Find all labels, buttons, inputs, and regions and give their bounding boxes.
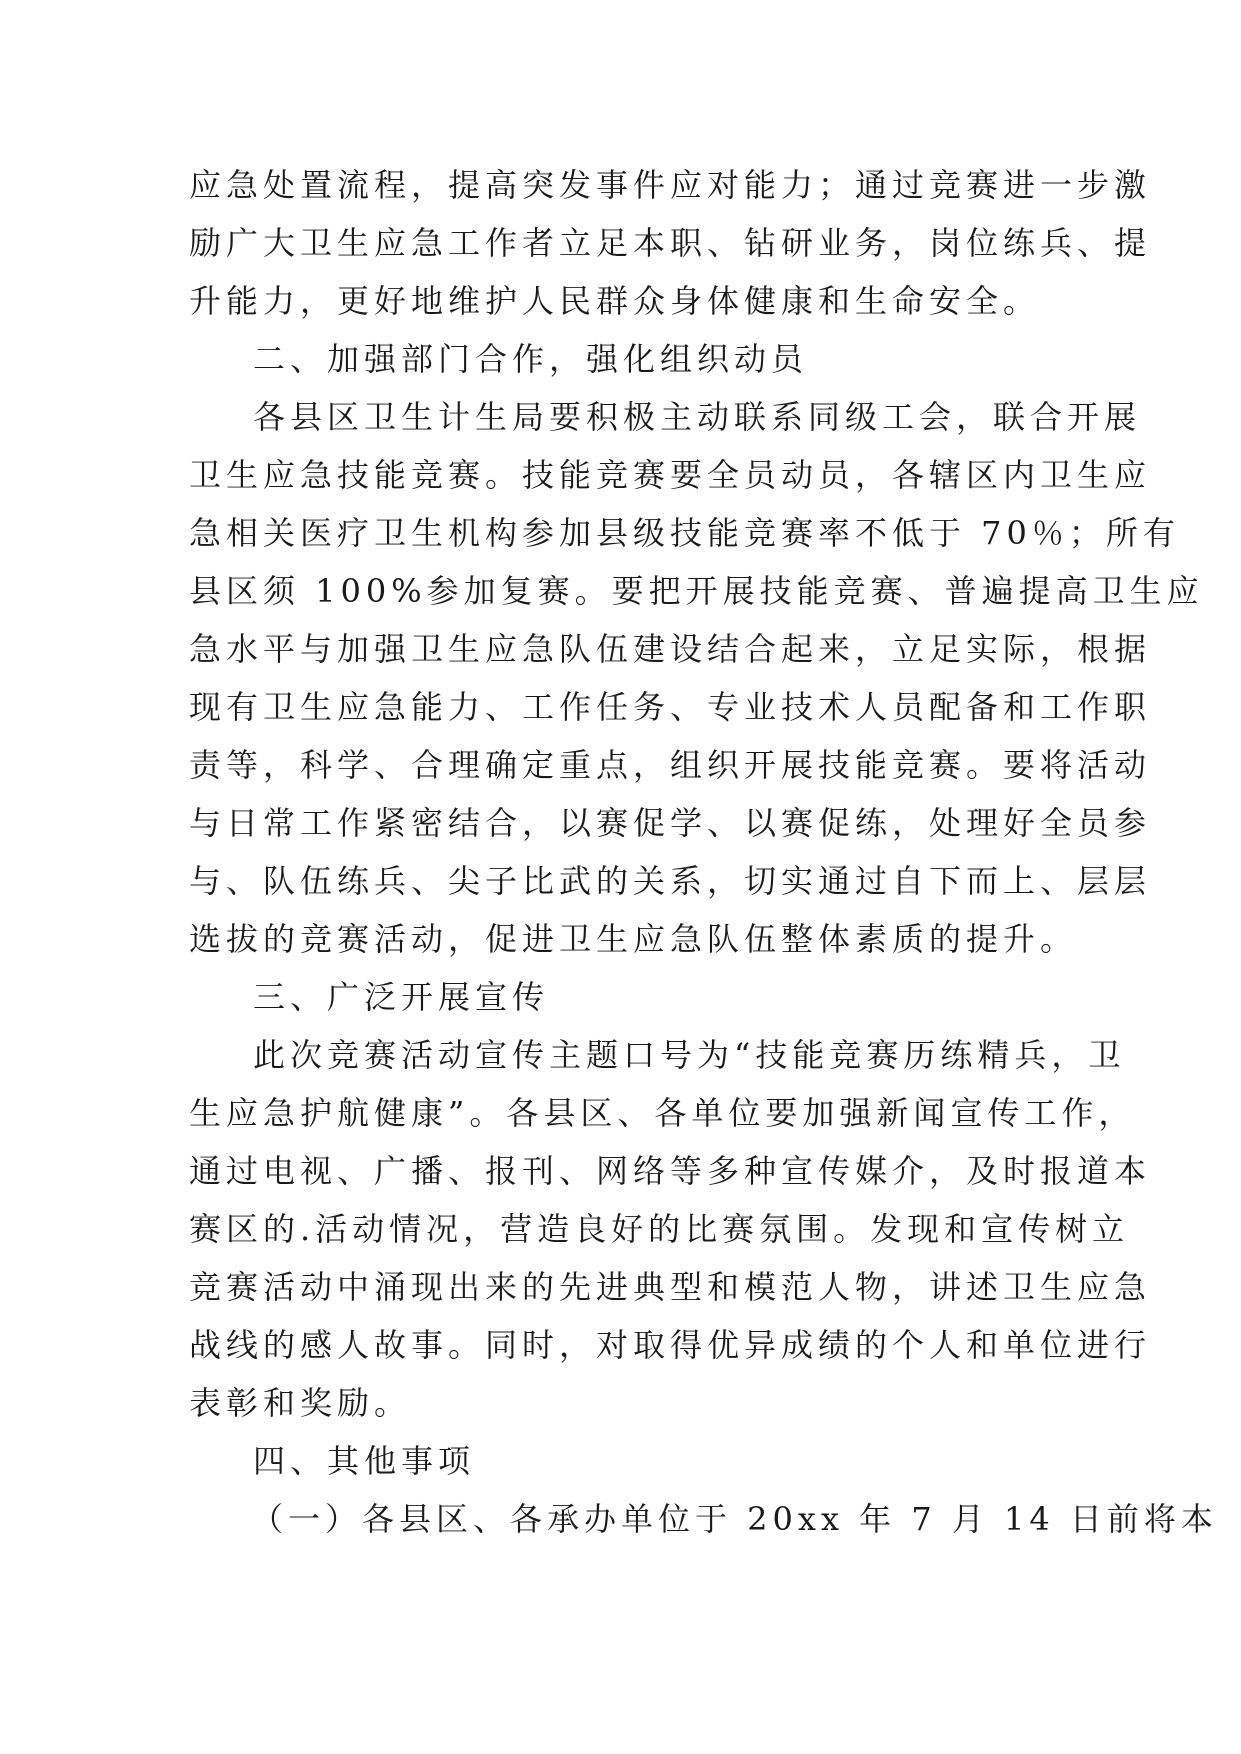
section-heading-2: 二、加强部门合作，强化组织动员 xyxy=(253,340,809,378)
paragraph-line: 与日常工作紧密结合，以赛促学、以赛促练，处理好全员参 xyxy=(189,804,1152,842)
paragraph-line: 现有卫生应急能力、工作任务、专业技术人员配备和工作职 xyxy=(189,688,1152,726)
paragraph-line: 战线的感人故事。同时，对取得优异成绩的个人和单位进行 xyxy=(189,1326,1152,1364)
paragraph-line: 通过电视、广播、报刊、网络等多种宣传媒介，及时报道本 xyxy=(189,1152,1152,1190)
section-heading-4: 四、其他事项 xyxy=(253,1442,476,1480)
paragraph-line: 竞赛活动中涌现出来的先进典型和模范人物，讲述卫生应急 xyxy=(189,1268,1152,1306)
paragraph-line: 选拔的竞赛活动，促进卫生应急队伍整体素质的提升。 xyxy=(189,920,1078,958)
paragraph-line: 急相关医疗卫生机构参加县级技能竞赛率不低于 70％；所有 xyxy=(189,514,1180,552)
paragraph-line: 责等，科学、合理确定重点，组织开展技能竞赛。要将活动 xyxy=(189,746,1152,784)
paragraph-line: 表彰和奖励。 xyxy=(189,1384,412,1422)
paragraph-line: 生应急护航健康”。各县区、各单位要加强新闻宣传工作， xyxy=(189,1094,1136,1132)
paragraph-line: 励广大卫生应急工作者立足本职、钻研业务，岗位练兵、提 xyxy=(189,224,1152,262)
paragraph-line: 赛区的.活动情况，营造良好的比赛氛围。发现和宣传树立 xyxy=(189,1210,1130,1248)
paragraph-line: 应急处置流程，提高突发事件应对能力；通过竞赛进一步激 xyxy=(189,166,1152,204)
paragraph-line: （一）各县区、各承办单位于 20xx 年 7 月 14 日前将本 xyxy=(251,1500,1218,1538)
section-heading-3: 三、广泛开展宣传 xyxy=(253,978,550,1016)
paragraph-line: 此次竞赛活动宣传主题口号为“技能竞赛历练精兵，卫 xyxy=(253,1036,1126,1074)
paragraph-line: 急水平与加强卫生应急队伍建设结合起来，立足实际，根据 xyxy=(189,630,1152,668)
document-body xyxy=(189,156,1218,1548)
paragraph-line: 升能力，更好地维护人民群众身体健康和生命安全。 xyxy=(189,282,1041,320)
paragraph-line: 县区须 100%参加复赛。要把开展技能竞赛、普遍提高卫生应 xyxy=(189,572,1204,610)
paragraph-line: 各县区卫生计生局要积极主动联系同级工会，联合开展 xyxy=(253,398,1142,436)
paragraph-line: 卫生应急技能竞赛。技能竞赛要全员动员，各辖区内卫生应 xyxy=(189,456,1152,494)
paragraph-line: 与、队伍练兵、尖子比武的关系，切实通过自下而上、层层 xyxy=(189,862,1152,900)
